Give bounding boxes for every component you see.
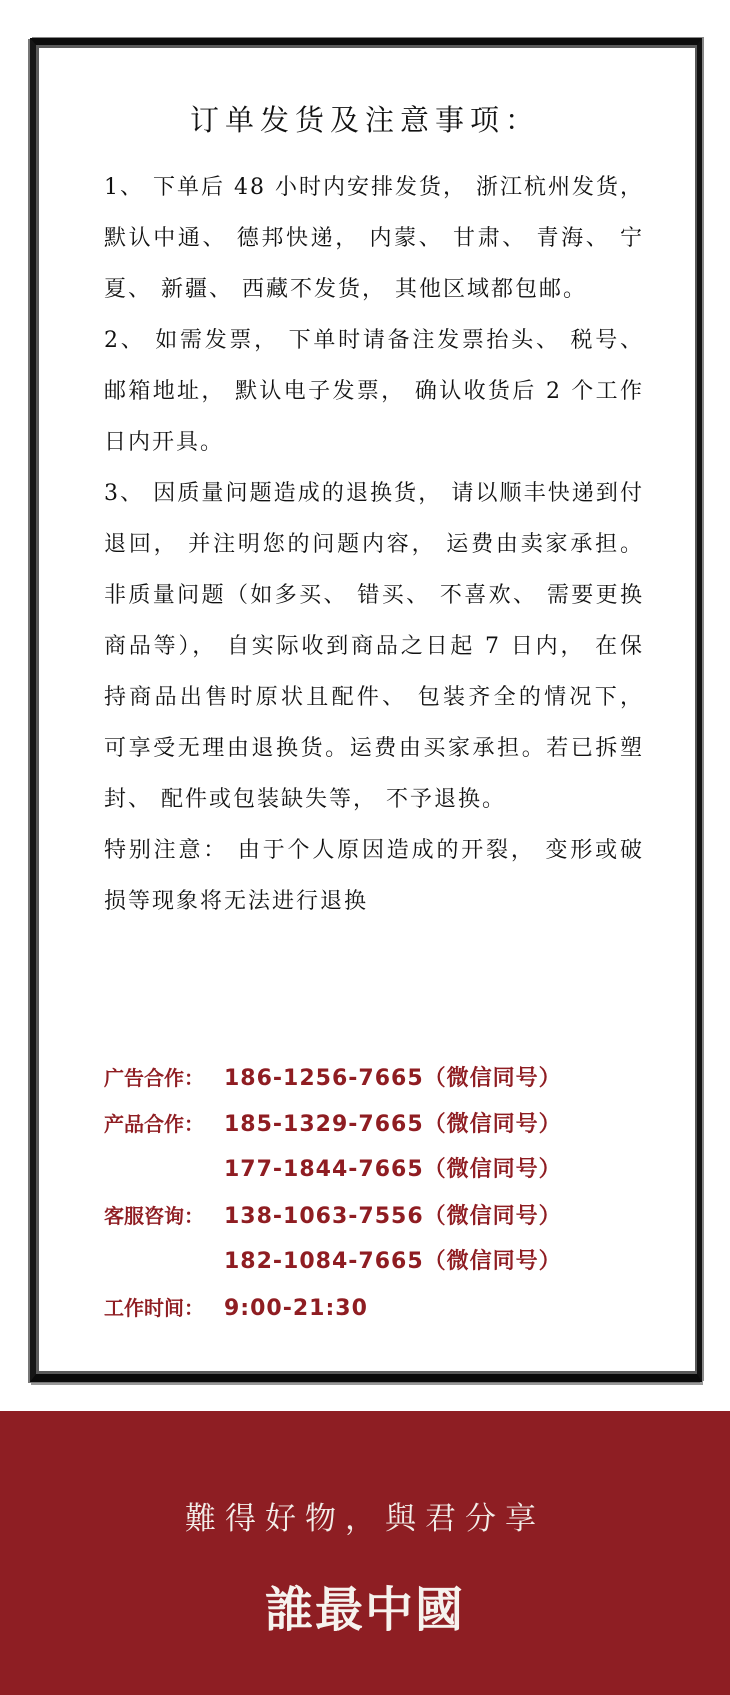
- footer-slogan: 難得好物，與君分享: [185, 1501, 545, 1537]
- contact-row-product-2: [104, 1147, 562, 1193]
- contact-row-hours: [104, 1285, 562, 1331]
- contact-label: 工作时间：: [104, 1296, 204, 1320]
- contact-label: 广告合作：: [104, 1066, 204, 1090]
- contact-row-service: [104, 1193, 562, 1239]
- contact-value: 186-1256-7665（微信同号）: [224, 1066, 562, 1091]
- contact-list: [104, 1055, 562, 1331]
- contact-value: 138-1063-7556（微信同号）: [224, 1204, 562, 1229]
- notice-list: [104, 162, 644, 927]
- contact-value: 182-1084-7665（微信同号）: [224, 1249, 562, 1274]
- page-title: 订单发货及注意事项：: [189, 103, 540, 137]
- contact-value: 9:00-21:30: [224, 1296, 368, 1321]
- notice-invoice: 2、 如需发票， 下单时请备注发票抬头、 税号、 邮箱地址， 默认电子发票， 确认收货后 2 个工作日内开具。: [104, 328, 644, 455]
- notice-returns: 3、 因质量问题造成的退换货， 请以顺丰快递到付退回， 并注明您的问题内容， 运费由卖家承担。非质量问题（如多买、 错买、 不喜欢、 需要更换商品等）， 自实际收到商品之日起 7 日内， 在保持商品出售时原状且配件、 包装齐全的情况下， 可享受无理由退换货。运费由买家承担。若已拆塑封、 配件或包装缺失等， 不予退换。: [104, 481, 644, 812]
- contact-row-ads: [104, 1055, 562, 1101]
- brand-logo: 誰最中國: [264, 1582, 465, 1638]
- contact-label: 客服咨询：: [104, 1204, 204, 1228]
- contact-row-service-2: [104, 1239, 562, 1285]
- contact-row-product: [104, 1101, 562, 1147]
- contact-label: 产品合作：: [104, 1112, 204, 1136]
- footer-banner: [0, 1411, 730, 1695]
- notice-special: 特别注意： 由于个人原因造成的开裂， 变形或破损等现象将无法进行退换: [104, 838, 644, 914]
- contact-value: 177-1844-7665（微信同号）: [224, 1157, 562, 1182]
- notice-shipping: 1、 下单后 48 小时内安排发货， 浙江杭州发货， 默认中通、 德邦快递， 内蒙、 甘肃、 青海、 宁夏、 新疆、 西藏不发货， 其他区域都包邮。: [104, 175, 644, 302]
- contact-value: 185-1329-7665（微信同号）: [224, 1112, 562, 1137]
